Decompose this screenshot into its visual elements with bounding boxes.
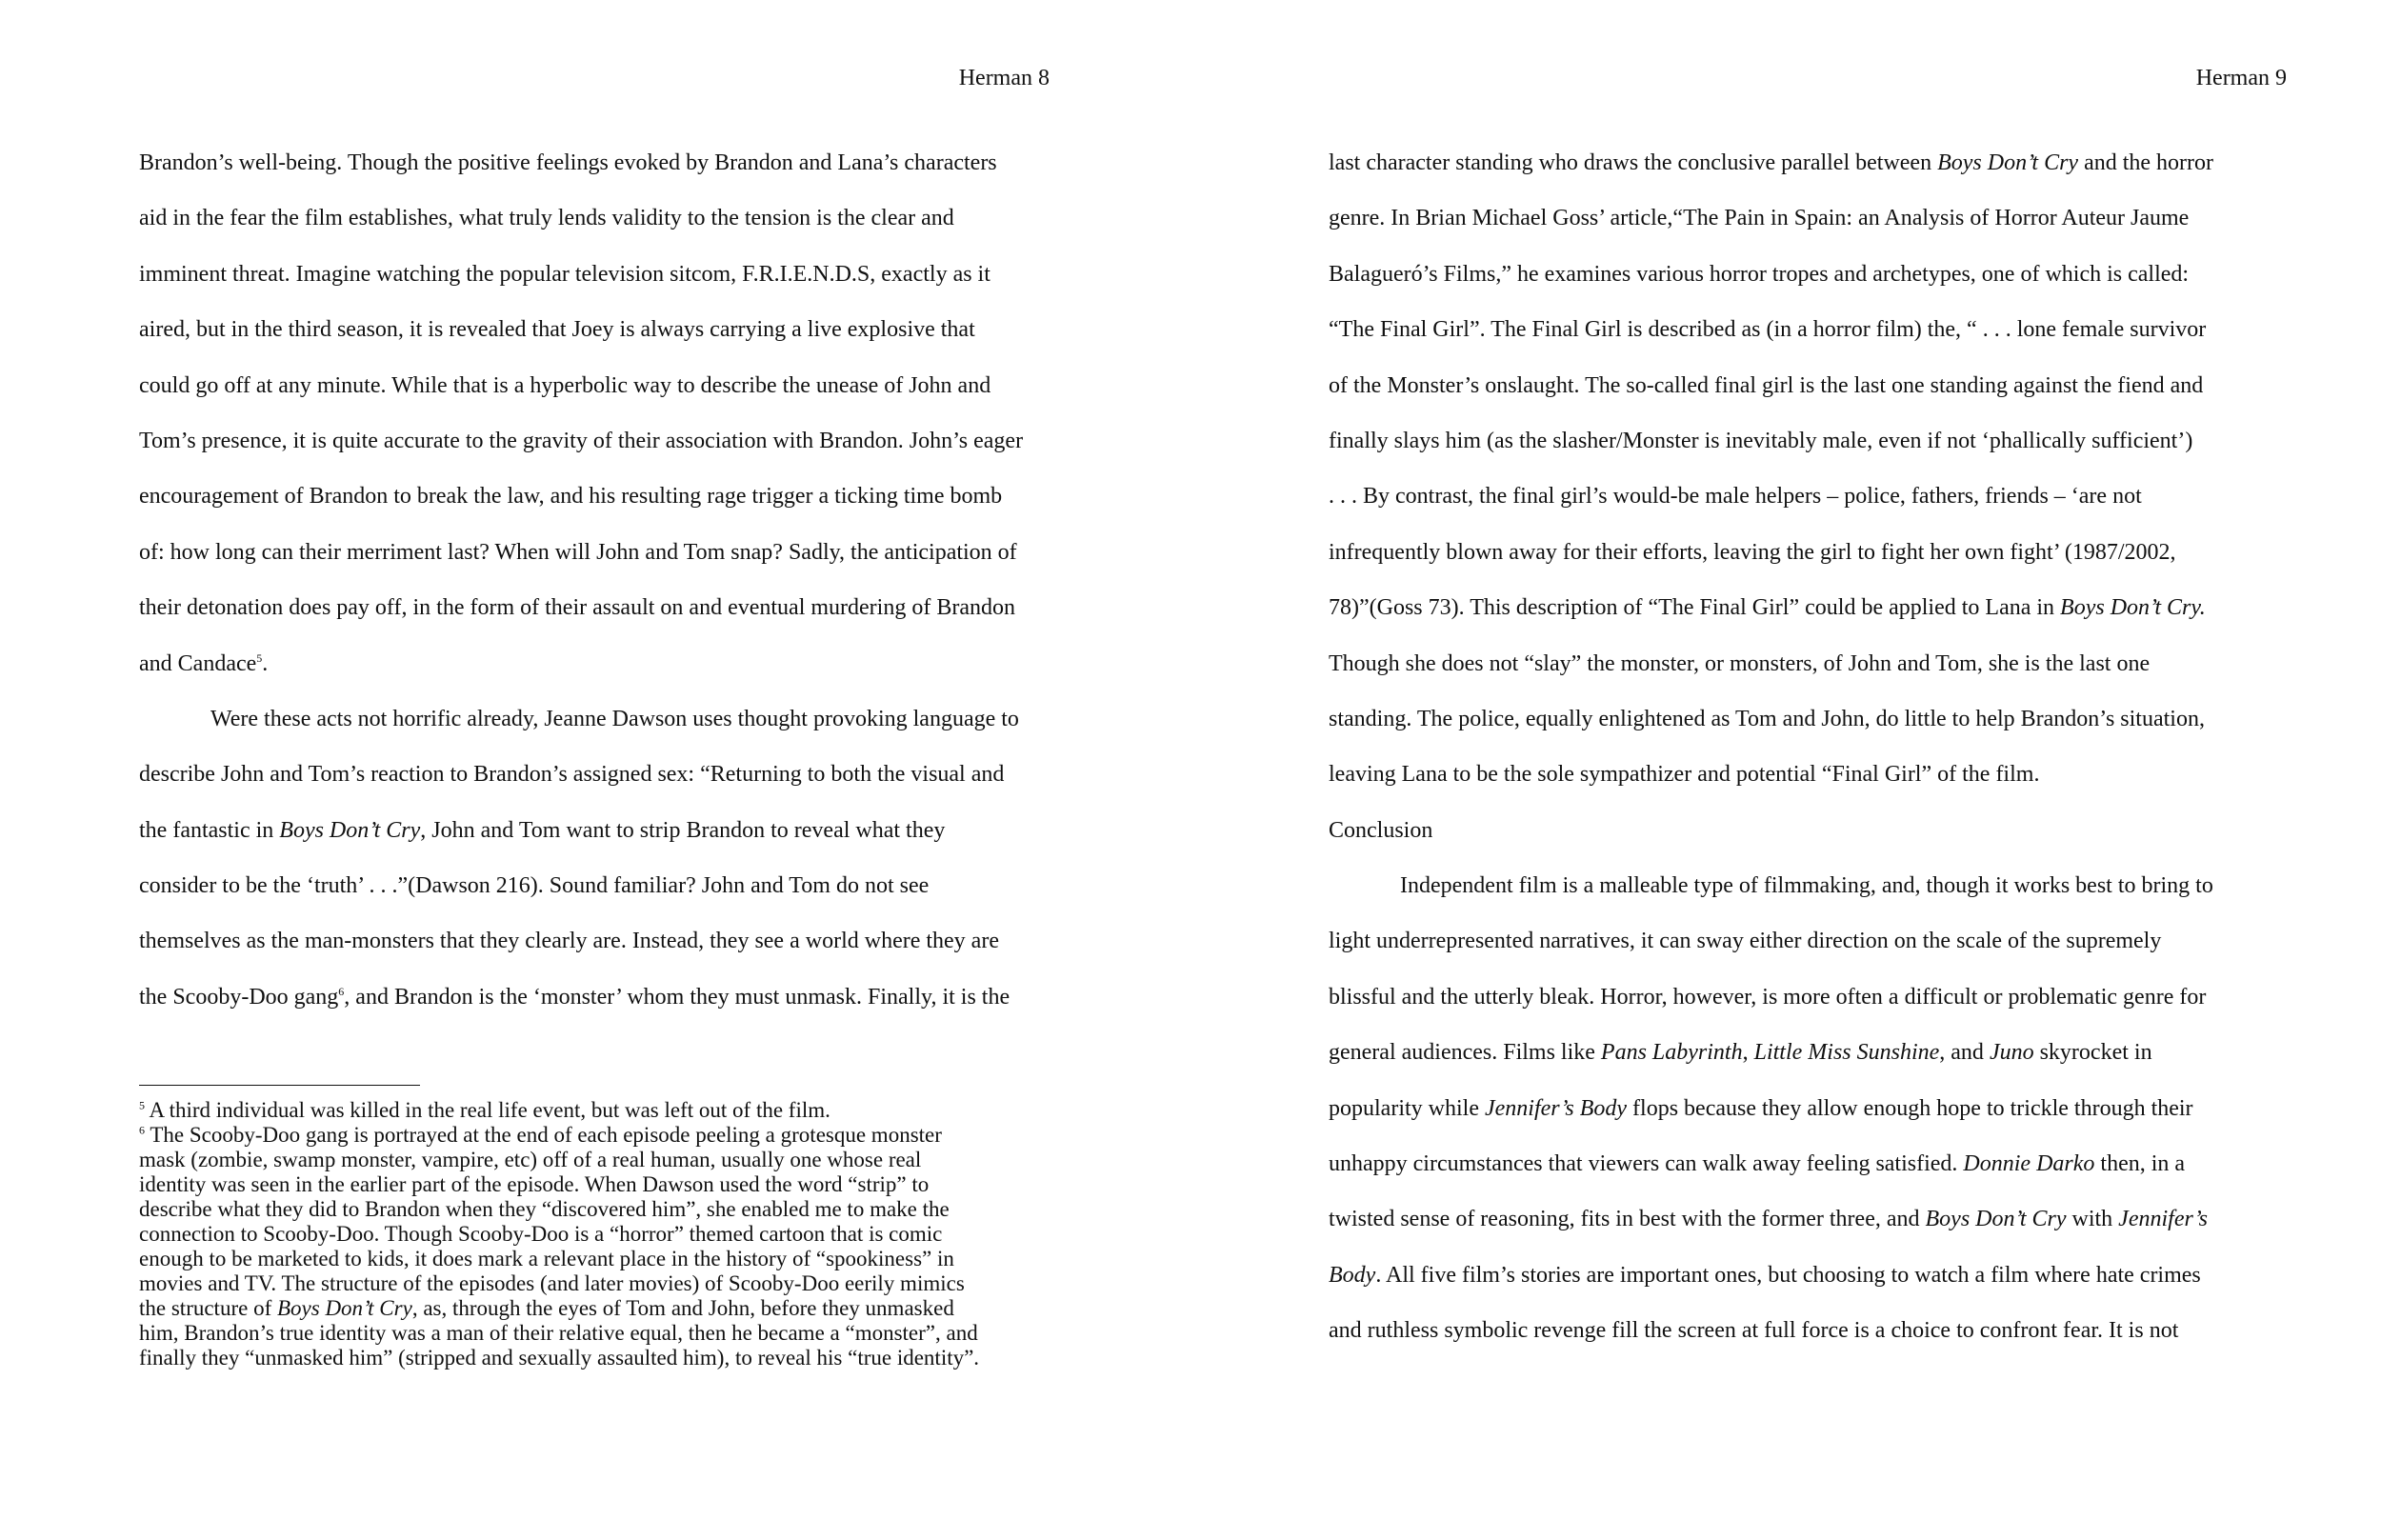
- italic-title: Jennifer’s Body: [1484, 1095, 1628, 1121]
- footnote-separator: [139, 1085, 420, 1086]
- footnote-line: [139, 1148, 1053, 1172]
- footnote-line: [139, 1123, 1053, 1148]
- text-line: [1329, 302, 2248, 357]
- text-run: connection to Scooby-Doo. Though Scooby-Doo is a “horror” themed cartoon that is comic: [139, 1222, 943, 1246]
- text-run: popularity while: [1329, 1095, 1485, 1121]
- text-run: , John and Tom want to strip Brandon to reveal what they: [420, 817, 946, 843]
- text-line: [139, 913, 1053, 969]
- italic-title: Little Miss Sunshine: [1753, 1040, 1940, 1066]
- italic-title: Boys Don’t Cry: [279, 817, 421, 843]
- text-run: genre. In Brian Michael Goss’ article,“The Pain in Spain: an Analysis of Horror Auteur Jaume: [1329, 206, 2190, 231]
- text-line: [1329, 970, 2248, 1025]
- italic-title: Jennifer’s: [2118, 1207, 2208, 1232]
- text-run: . . . By contrast, the final girl’s would-be male helpers – police, fathers, friends – ‘are not: [1329, 484, 2142, 510]
- text-run: general audiences. Films like: [1329, 1040, 1601, 1066]
- text-run: Independent film is a malleable type of filmmaking, and, though it works best to bring to: [1400, 873, 2213, 899]
- text-line: [1329, 413, 2248, 469]
- text-run: imminent threat. Imagine watching the popular television sitcom, F.R.I.E.N.D.S, exactly as it: [139, 261, 990, 287]
- text-run: and Candace: [139, 650, 257, 676]
- footnote-line: [139, 1197, 1053, 1222]
- text-line: [139, 525, 1053, 580]
- text-run: the fantastic in: [139, 817, 280, 843]
- text-run: , as, through the eyes of Tom and John, before they unmasked: [411, 1296, 954, 1320]
- footnote-marker: 5: [139, 1098, 145, 1112]
- text-line: [1329, 358, 2248, 413]
- text-run: Though she does not “slay” the monster, or monsters, of John and Tom, she is the last one: [1329, 650, 2151, 676]
- text-line: [1329, 1248, 2248, 1303]
- text-run: movies and TV. The structure of the episodes (and later movies) of Scooby-Doo eerily mimics: [139, 1271, 965, 1295]
- text-run: , and: [1939, 1040, 1990, 1066]
- text-run: unhappy circumstances that viewers can walk away feeling satisfied.: [1329, 1151, 1964, 1177]
- text-line: [139, 190, 1053, 246]
- footnote-line: [139, 1098, 1053, 1123]
- text-run: mask (zombie, swamp monster, vampire, etc) off of a real human, usually one whose real: [139, 1148, 922, 1171]
- footnote-marker: 5: [256, 650, 263, 665]
- text-run: The Scooby-Doo gang is portrayed at the end of each episode peeling a grotesque monster: [145, 1123, 942, 1147]
- footnotes: [139, 1098, 1053, 1370]
- page-header: Herman 8: [958, 66, 1050, 90]
- page-herman-9: [1190, 0, 2381, 1540]
- text-run: then, in a: [2094, 1151, 2186, 1177]
- footnote-line: [139, 1271, 1053, 1296]
- page-herman-8: [0, 0, 1190, 1540]
- italic-title: Boys Don’t Cry: [276, 1296, 412, 1320]
- text-line: [1329, 469, 2248, 524]
- text-run: finally slays him (as the slasher/Monster is inevitably male, even if not ‘phallically sufficient’): [1329, 428, 2193, 453]
- italic-title: Juno: [1989, 1040, 2034, 1066]
- text-line: [139, 413, 1053, 469]
- text-run: finally they “unmasked him” (stripped and sexually assaulted him), to reveal his “true identity”.: [139, 1346, 980, 1370]
- text-run: with: [2066, 1207, 2119, 1232]
- footnote-line: [139, 1222, 1053, 1247]
- footnote-line: [139, 1321, 1053, 1346]
- body-text: [1329, 135, 2248, 1359]
- page-header: Herman 9: [2195, 66, 2287, 90]
- text-run: could go off at any minute. While that is a hyperbolic way to describe the unease of John and: [139, 372, 991, 398]
- footnote-line: [139, 1247, 1053, 1271]
- text-run: describe John and Tom’s reaction to Brandon’s assigned sex: “Returning to both the visual and: [139, 762, 1005, 788]
- text-line: [139, 135, 1053, 190]
- footnote-line: [139, 1346, 1053, 1370]
- text-line: [1329, 1303, 2248, 1358]
- italic-title: Donnie Darko: [1963, 1151, 2095, 1177]
- text-run: ,: [1742, 1040, 1754, 1066]
- text-run: .: [262, 650, 269, 676]
- text-line: [139, 247, 1053, 302]
- text-run: Brandon’s well-being. Though the positive feelings evoked by Brandon and Lana’s characters: [139, 150, 997, 175]
- text-run: him, Brandon’s true identity was a man of their relative equal, then he became a “monster”, and: [139, 1321, 978, 1345]
- text-line: [1329, 1136, 2248, 1191]
- text-line: [1329, 913, 2248, 969]
- text-run: light underrepresented narratives, it can sway either direction on the scale of the supremely: [1329, 929, 2162, 954]
- text-line: [1329, 747, 2248, 802]
- text-run: describe what they did to Brandon when they “discovered him”, she enabled me to make the: [139, 1197, 950, 1221]
- text-run: and ruthless symbolic revenge fill the screen at full force is a choice to confront fear. It is not: [1329, 1318, 2179, 1344]
- italic-title: Boys Don’t Cry: [1937, 150, 2079, 175]
- text-line: [139, 580, 1053, 635]
- text-line: [139, 747, 1053, 802]
- footnote-marker: 6: [139, 1123, 145, 1137]
- footnote-line: [139, 1296, 1053, 1321]
- text-line: [1329, 525, 2248, 580]
- text-run: Balagueró’s Films,” he examines various horror tropes and archetypes, one of which is called:: [1329, 261, 2190, 287]
- text-line: [1329, 190, 2248, 246]
- text-run: flops because they allow enough hope to trickle through their: [1627, 1095, 2193, 1121]
- text-run: last character standing who draws the conclusive parallel between: [1329, 150, 1938, 175]
- text-line: [1329, 1191, 2248, 1247]
- text-line: [1329, 691, 2248, 747]
- text-line: [139, 302, 1053, 357]
- text-line: [1329, 858, 2248, 913]
- footnote-line: [139, 1172, 1053, 1197]
- italic-title: Pans Labyrinth: [1600, 1040, 1743, 1066]
- text-run: blissful and the utterly bleak. Horror, however, is more often a difficult or problematic genre for: [1329, 984, 2207, 1010]
- text-run: standing. The police, equally enlightened as Tom and John, do little to help Brandon’s situation,: [1329, 706, 2205, 731]
- text-run: Were these acts not horrific already, Jeanne Dawson uses thought provoking language to: [210, 706, 1019, 731]
- text-line: [139, 803, 1053, 858]
- text-line: [139, 970, 1053, 1025]
- text-run: encouragement of Brandon to break the law, and his resulting rage trigger a ticking time bomb: [139, 484, 1003, 510]
- italic-title: Body: [1329, 1262, 1376, 1288]
- text-run: , and Brandon is the ‘monster’ whom they must unmask. Finally, it is the: [344, 984, 1010, 1010]
- text-line: [1329, 1025, 2248, 1080]
- footnote-marker: 6: [338, 984, 345, 998]
- text-run: consider to be the ‘truth’ . . .”(Dawson 216). Sound familiar? John and Tom do not see: [139, 873, 930, 899]
- text-run: aid in the fear the film establishes, what truly lends validity to the tension is the clear and: [139, 206, 954, 231]
- text-run: aired, but in the third season, it is revealed that Joey is always carrying a live explosive that: [139, 317, 975, 343]
- text-run: the structure of: [139, 1296, 277, 1320]
- text-line: [139, 636, 1053, 691]
- text-run: of the Monster’s onslaught. The so-called final girl is the last one standing against the fiend and: [1329, 372, 2204, 398]
- text-line: [1329, 247, 2248, 302]
- text-run: twisted sense of reasoning, fits in best with the former three, and: [1329, 1207, 1926, 1232]
- text-run: Tom’s presence, it is quite accurate to the gravity of their association with Brandon. John’s eager: [139, 428, 1024, 453]
- text-line: [139, 858, 1053, 913]
- text-run: identity was seen in the earlier part of the episode. When Dawson used the word “strip” to: [139, 1172, 930, 1196]
- text-line: [1329, 803, 2248, 858]
- text-line: [139, 358, 1053, 413]
- text-run: their detonation does pay off, in the form of their assault on and eventual murdering of Brandon: [139, 595, 1015, 621]
- text-run: skyrocket in: [2033, 1040, 2152, 1066]
- text-run: 78)”(Goss 73). This description of “The Final Girl” could be applied to Lana in: [1329, 595, 2061, 621]
- text-line: [139, 469, 1053, 524]
- text-run: A third individual was killed in the real life event, but was left out of the film.: [145, 1098, 830, 1122]
- text-line: [1329, 135, 2248, 190]
- text-line: [139, 691, 1053, 747]
- italic-title: Boys Don’t Cry.: [2060, 595, 2206, 621]
- text-line: [1329, 580, 2248, 635]
- text-run: . All five film’s stories are important ones, but choosing to watch a film where hate crimes: [1375, 1262, 2201, 1288]
- text-run: themselves as the man-monsters that they clearly are. Instead, they see a world where they are: [139, 929, 999, 954]
- text-run: enough to be marketed to kids, it does mark a relevant place in the history of “spookiness” in: [139, 1247, 954, 1270]
- text-run: infrequently blown away for their efforts, leaving the girl to fight her own fight’ (1987/2002,: [1329, 539, 2176, 565]
- text-run: Conclusion: [1329, 817, 1433, 843]
- body-text: [139, 135, 1053, 1025]
- text-run: leaving Lana to be the sole sympathizer and potential “Final Girl” of the film.: [1329, 762, 2040, 788]
- text-run: and the horror: [2078, 150, 2214, 175]
- text-run: of: how long can their merriment last? When will John and Tom snap? Sadly, the anticipation of: [139, 539, 1017, 565]
- text-line: [1329, 1081, 2248, 1136]
- text-run: the Scooby-Doo gang: [139, 984, 339, 1010]
- text-line: [1329, 636, 2248, 691]
- text-run: “The Final Girl”. The Final Girl is described as (in a horror film) the, “ . . . lone female survivor: [1329, 317, 2207, 343]
- italic-title: Boys Don’t Cry: [1925, 1207, 2067, 1232]
